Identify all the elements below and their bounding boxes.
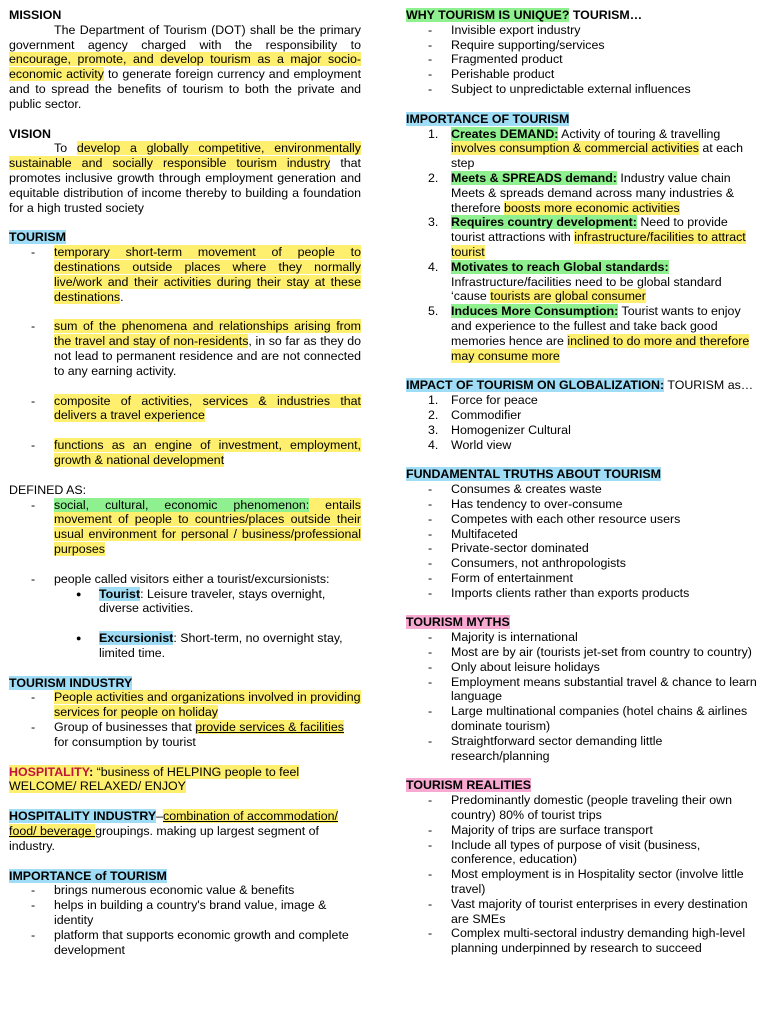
item-rest: at each step <box>451 141 743 171</box>
defined-list <box>9 498 361 587</box>
vision-pre: To <box>54 141 77 156</box>
excursionist-label: Excursionist <box>99 631 174 646</box>
realities-heading-line <box>406 778 758 793</box>
defined-green: social, cultural, economic phenomenon: <box>54 497 310 512</box>
tourism-item-rest: , in so far as they do not lead to permanent residence and are not connected to any earning activity. <box>54 334 362 378</box>
tourism-item-rest: . <box>120 289 124 304</box>
list-item: - Form of entertainment <box>406 571 758 586</box>
industry-item-rest: for consumption by tourist <box>54 734 196 749</box>
list-item: - Predominantly domestic (people traveling their own country) 80% of tourist trips <box>406 793 758 823</box>
list-item <box>9 394 361 424</box>
item-label: Meets & SPREADS demand: <box>451 170 617 185</box>
item-number: 4. <box>428 259 439 274</box>
tourist-text: : Leisure traveler, stays overnight, diverse activities. <box>99 586 326 616</box>
item-text: Need to provide tourist attractions with <box>451 215 728 245</box>
item-number: 2. <box>428 407 439 422</box>
list-item: - Imports clients rather than exports products <box>406 586 758 601</box>
myths-heading: TOURISM MYTHS <box>406 615 510 630</box>
list-item: - Perishable product <box>406 67 758 82</box>
vision-highlight: develop a globally competitive, environmentally sustainable and socially responsible tourism industry <box>9 141 361 171</box>
list-item: - Competes with each other resource users <box>406 512 758 527</box>
list-item <box>9 587 361 617</box>
item-text: Commodifier <box>451 407 522 422</box>
tourism-item-highlight: functions as an engine of investment, employment, growth & national development <box>54 438 361 467</box>
item-number: 1. <box>428 393 439 408</box>
item-text: Homogenizer Cultural <box>451 422 571 437</box>
item-text: World view <box>451 437 512 452</box>
myths-heading-line <box>406 615 758 630</box>
list-item: - Majority of trips are surface transport <box>406 823 758 838</box>
tourism-item-highlight: temporary short-term movement of people to destinations outside places where they normally live/work and their activities during their stay at these destinations <box>54 245 361 304</box>
importance-left-heading-line <box>9 869 361 884</box>
list-item <box>9 631 361 661</box>
list-item: - Large multinational companies (hotel chains & airlines dominate tourism) <box>406 704 758 734</box>
truths-heading: FUNDAMENTAL TRUTHS ABOUT TOURISM <box>406 467 661 482</box>
list-item: - Subject to unpredictable external influences <box>406 82 758 97</box>
hospitality-industry-highlight: combination of accommodation/ food/ beverage <box>9 809 338 839</box>
defined-heading: DEFINED AS: <box>9 482 87 497</box>
list-item: - Majority is international <box>406 630 758 645</box>
vision-text <box>9 141 361 215</box>
list-item: - Invisible export industry <box>406 23 758 38</box>
mission-intro: The Department of Tourism (DOT) shall be the primary government agency charged with the responsibility to <box>9 22 361 52</box>
excursionist-text: : Short-term, no overnight stay, limited time. <box>99 631 343 660</box>
mission-rest: to generate foreign currency and employment and to spread the benefits of tourism to both the private and public sector. <box>9 67 362 111</box>
tourist-label: Tourist <box>99 586 141 601</box>
importance-right-list <box>406 127 758 364</box>
list-item: - Consumes & creates waste <box>406 482 758 497</box>
item-highlight: boosts more economic activities <box>504 200 680 215</box>
tourism-item-highlight: composite of activities, services & industries that delivers a travel experience <box>54 393 361 423</box>
mission-text <box>9 23 361 112</box>
tourism-heading: TOURISM <box>9 230 66 245</box>
unique-list <box>406 23 758 97</box>
list-item <box>9 572 361 587</box>
list-item: - Employment means substantial travel & chance to learn language <box>406 675 758 705</box>
list-item: - brings numerous economic value & benefits <box>9 883 361 898</box>
list-item <box>9 319 361 378</box>
hospitality-industry-label: HOSPITALITY INDUSTRY <box>9 809 157 824</box>
hospitality-industry-definition <box>9 809 361 853</box>
list-item <box>406 438 758 453</box>
tourism-list <box>9 245 361 468</box>
mission-heading: MISSION <box>9 8 62 22</box>
item-text: Industry value chain Meets & spreads demand across many industries & therefore <box>451 170 735 215</box>
item-highlight: infrastructure/facilities to attract tourist <box>451 230 746 259</box>
item-text: Infrastructure/facilities need to be global standard ‘cause <box>451 274 722 304</box>
importance-left-heading: IMPORTANCE of TOURISM <box>9 868 167 883</box>
item-label: Induces More Consumption: <box>451 304 619 319</box>
list-item <box>9 498 361 557</box>
item-number: 4. <box>428 437 439 452</box>
truths-list <box>406 482 758 600</box>
left-column <box>9 8 361 957</box>
visitor-types-list <box>9 587 361 661</box>
list-item: - Most are by air (tourists jet-set from country to country) <box>406 645 758 660</box>
item-label: Requires country development: <box>451 215 637 230</box>
item-number: 3. <box>428 422 439 437</box>
list-item: - Most employment is in Hospitality sector (involve little travel) <box>406 867 758 897</box>
mission-highlight: encourage, promote, and develop tourism as a major socio-economic activity <box>9 52 361 82</box>
item-number: 1. <box>428 126 439 141</box>
tourism-heading-line <box>9 230 361 245</box>
hospitality-definition <box>9 765 361 795</box>
hospitality-industry-rest: groupings. making up largest segment of industry. <box>9 824 319 853</box>
hospitality-colon: : <box>89 764 97 779</box>
list-item: - platform that supports economic growth and complete development <box>9 928 361 958</box>
list-item: - Straightforward sector demanding little research/planning <box>406 734 758 764</box>
list-item: - Multifaceted <box>406 527 758 542</box>
industry-item-pre: Group of businesses that <box>54 720 196 735</box>
list-item <box>406 423 758 438</box>
list-item <box>406 127 758 171</box>
industry-heading-line <box>9 676 361 691</box>
item-label: Motivates to reach Global standards: <box>451 259 669 274</box>
item-label: Creates DEMAND: <box>451 126 559 141</box>
defined-item-text: people called visitors either a tourist/excursionists: <box>54 571 330 586</box>
list-item: - Complex multi-sectoral industry demanding high-level planning underpinned by research to succeed <box>406 926 758 956</box>
importance-right-heading-line <box>406 112 758 127</box>
defined-yellow: entails movement of people to countries/places outside their usual environment for personal / business/professional purposes <box>54 497 361 556</box>
importance-left-list <box>9 883 361 957</box>
list-item: - Only about leisure holidays <box>406 660 758 675</box>
list-item: - Vast majority of tourist enterprises in every destination are SMEs <box>406 897 758 927</box>
list-item <box>406 408 758 423</box>
item-number: 2. <box>428 170 439 185</box>
item-text: Tourist wants to enjoy and experience to the fullest and take back good memories hence are <box>451 304 741 348</box>
item-highlight: inclined to do more and therefore may consume more <box>451 333 750 363</box>
unique-heading-line <box>406 8 758 23</box>
list-item <box>9 720 361 750</box>
importance-right-heading: IMPORTANCE OF TOURISM <box>406 111 570 126</box>
list-item: - Require supporting/services <box>406 38 758 53</box>
list-item: - Consumers, not anthropologists <box>406 556 758 571</box>
list-item <box>406 260 758 304</box>
vision-heading: VISION <box>9 126 51 141</box>
myths-list <box>406 630 758 763</box>
item-text: Activity of touring & travelling <box>558 126 721 141</box>
list-item <box>9 245 361 304</box>
industry-list <box>9 690 361 749</box>
realities-list <box>406 793 758 956</box>
list-item <box>406 171 758 215</box>
globalization-heading: IMPACT OF TOURISM ON GLOBALIZATION: <box>406 378 665 393</box>
item-number: 3. <box>428 215 439 230</box>
tourism-item-highlight: sum of the phenomena and relationships arising from the travel and stay of non-residents <box>54 319 361 349</box>
list-item: - Include all types of purpose of visit (business, conference, education) <box>406 838 758 868</box>
truths-heading-line <box>406 467 758 482</box>
industry-item-highlight: People activities and organizations involved in providing services for people on holiday <box>54 690 361 720</box>
list-item: - Fragmented product <box>406 52 758 67</box>
list-item: - helps in building a country's brand value, image & identity <box>9 898 361 928</box>
industry-heading: TOURISM INDUSTRY <box>9 675 133 690</box>
list-item <box>406 304 758 363</box>
item-text: Force for peace <box>451 393 538 408</box>
industry-item-highlight: provide services & facilities <box>195 720 344 735</box>
item-number: 5. <box>428 304 439 319</box>
vision-rest: that promotes inclusive growth through employment generation and equitable distribution of income thereby to building a foundation for a high trusted society <box>9 156 361 215</box>
hospitality-industry-dash: – <box>156 809 163 824</box>
list-item <box>9 438 361 468</box>
item-highlight: involves consumption & commercial activities <box>451 141 699 156</box>
list-item <box>9 690 361 720</box>
unique-suffix: TOURISM… <box>569 8 643 22</box>
realities-heading: TOURISM REALITIES <box>406 778 532 793</box>
globalization-list <box>406 393 758 452</box>
right-column <box>406 8 758 956</box>
unique-heading: WHY TOURISM IS UNIQUE? <box>406 8 570 22</box>
list-item <box>406 393 758 408</box>
globalization-heading-line <box>406 378 758 393</box>
list-item: - Private-sector dominated <box>406 541 758 556</box>
list-item <box>406 215 758 259</box>
globalization-suffix: TOURISM as… <box>664 378 754 393</box>
hospitality-label: HOSPITALITY <box>9 764 90 779</box>
hospitality-text: “business of HELPING people to feel WELCOME/ RELAXED/ ENJOY <box>9 764 300 794</box>
item-highlight: tourists are global consumer <box>490 289 646 304</box>
list-item: - Has tendency to over-consume <box>406 497 758 512</box>
